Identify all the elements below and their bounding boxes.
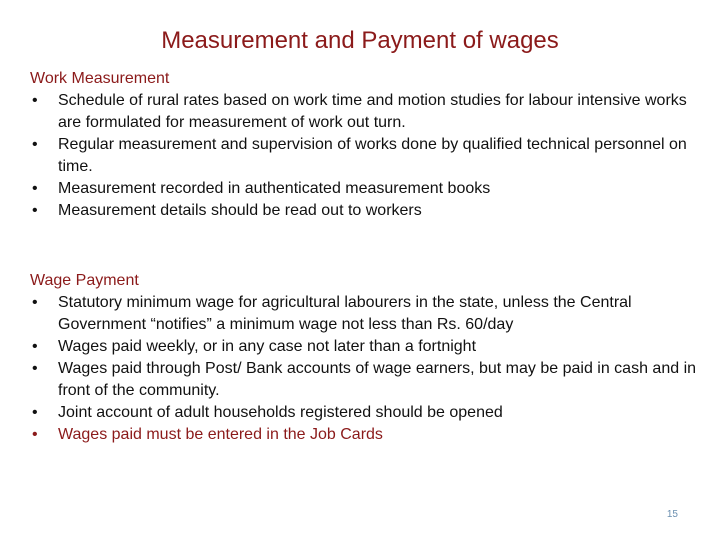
- list-item-text: Joint account of adult households registered should be opened: [58, 404, 503, 421]
- bullet-icon: •: [32, 294, 38, 311]
- list-item: [30, 90, 700, 134]
- list-item: [30, 424, 700, 446]
- work-measurement-section: [30, 68, 700, 222]
- list-item: [30, 336, 700, 358]
- bullet-icon: •: [32, 360, 38, 377]
- bullet-icon: •: [32, 404, 38, 421]
- bullet-icon: •: [32, 426, 38, 443]
- list-item: [30, 358, 700, 402]
- page-number: 15: [666, 509, 678, 520]
- list-item: [30, 178, 700, 200]
- list-item-text: Schedule of rural rates based on work time and motion studies for labour intensive works are formulated for measurement of work out turn.: [58, 92, 687, 131]
- list-item-text: Measurement details should be read out to workers: [58, 202, 422, 219]
- wage-payment-list: [30, 292, 700, 446]
- bullet-icon: •: [32, 202, 38, 219]
- bullet-icon: •: [32, 92, 38, 109]
- bullet-icon: •: [32, 338, 38, 355]
- wage-payment-heading: Wage Payment: [30, 272, 139, 289]
- work-measurement-heading: Work Measurement: [30, 70, 170, 87]
- wage-payment-section: [30, 270, 700, 446]
- list-item-text: Wages paid weekly, or in any case not later than a fortnight: [58, 338, 477, 355]
- list-item-text: Regular measurement and supervision of works done by qualified technical personnel on time.: [58, 136, 687, 175]
- list-item: [30, 292, 700, 336]
- list-item-text: Wages paid must be entered in the Job Cards: [58, 426, 383, 443]
- list-item-text: Measurement recorded in authenticated measurement books: [58, 180, 491, 197]
- bullet-icon: •: [32, 180, 38, 197]
- bullet-icon: •: [32, 136, 38, 153]
- list-item: [30, 134, 700, 178]
- work-measurement-list: [30, 90, 700, 222]
- list-item: [30, 200, 700, 222]
- list-item: [30, 402, 700, 424]
- slide-title: Measurement and Payment of wages: [161, 27, 559, 54]
- list-item-text: Wages paid through Post/ Bank accounts of wage earners, but may be paid in cash and in front of the community.: [58, 360, 697, 399]
- list-item-text: Statutory minimum wage for agricultural labourers in the state, unless the Central Government “notifies” a minimum wage not less than Rs. 60/day: [58, 294, 632, 333]
